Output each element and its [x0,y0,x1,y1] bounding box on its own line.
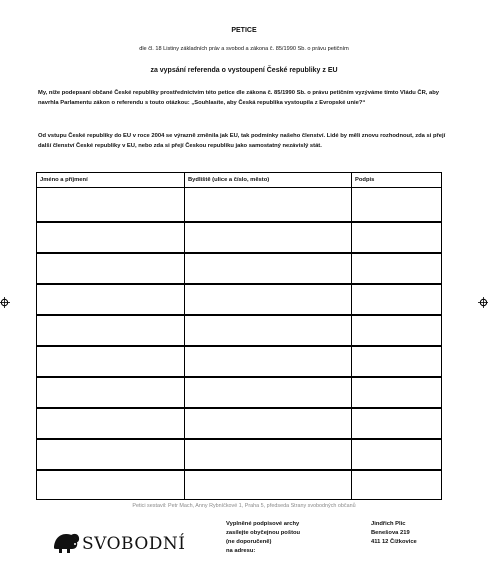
mailing-address [371,520,417,547]
logo-text: SVOBODNÍ [82,534,186,554]
table-row [37,187,441,188]
address-line: Jindřich Plic [371,521,406,527]
signature-table [36,172,442,500]
address-line: Benešova 219 [371,530,410,536]
table-row [37,469,441,471]
table-row [37,376,441,378]
petition-paragraph-2: Od vstupu České republiky do EU v roce 2004 se výrazně změnila jak EU, tak podmínky našeho členství. Lidé by měli znovu rozhodnout, zda si přejí další členství České republiky v EU, nebo zda si přejí Českou republiku jako samostatný nezávislý stát. [38,133,446,149]
table-row [37,314,441,316]
legal-basis: dle čl. 18 Listiny základních práv a svobod a zákona č. 85/1990 Sb. o právu petičním [139,46,349,52]
petition-paragraph-1: My, níže podepsaní občané České republiky prostřednictvím této petice dle zákona č. 85/1990 Sb. o právu petičním vyzýváme tímto Vládu ČR, aby navrhla Parlamentu zákon o referendu s touto otázkou: „Souhlasíte, aby Česká republika vystoupila z Evropské unie?“ [38,90,439,106]
instruction-line: zasílejte obyčejnou poštou [226,530,301,536]
table-row [37,252,441,254]
table-row [37,283,441,285]
petition-heading: za vypsání referenda o vystoupení České republiky z EU [150,67,338,74]
ram-logo-icon [50,528,82,556]
instruction-line: (ne doporučeně) [226,539,272,545]
table-row [37,221,441,223]
header-address: Bydliště (ulice a číslo, město) [188,177,270,183]
registration-mark-icon [0,297,10,308]
header-signature: Podpis [355,177,375,183]
header-name: Jméno a příjmení [40,177,88,183]
instruction-line: Vyplněné podpisové archy [226,521,300,527]
petition-title: PETICE [231,27,257,34]
table-row [37,438,441,440]
compiled-by-note: Petici sestavil: Petr Mach, Anny Rybníčkové 1, Praha 5, předseda Strany svobodných občanů [132,503,356,509]
mailing-instructions [226,520,300,556]
address-line: 411 12 Čížkovice [371,539,417,545]
table-row [37,345,441,347]
instruction-line: na adresu: [226,548,256,554]
registration-mark-icon [478,297,488,308]
table-row [37,407,441,409]
